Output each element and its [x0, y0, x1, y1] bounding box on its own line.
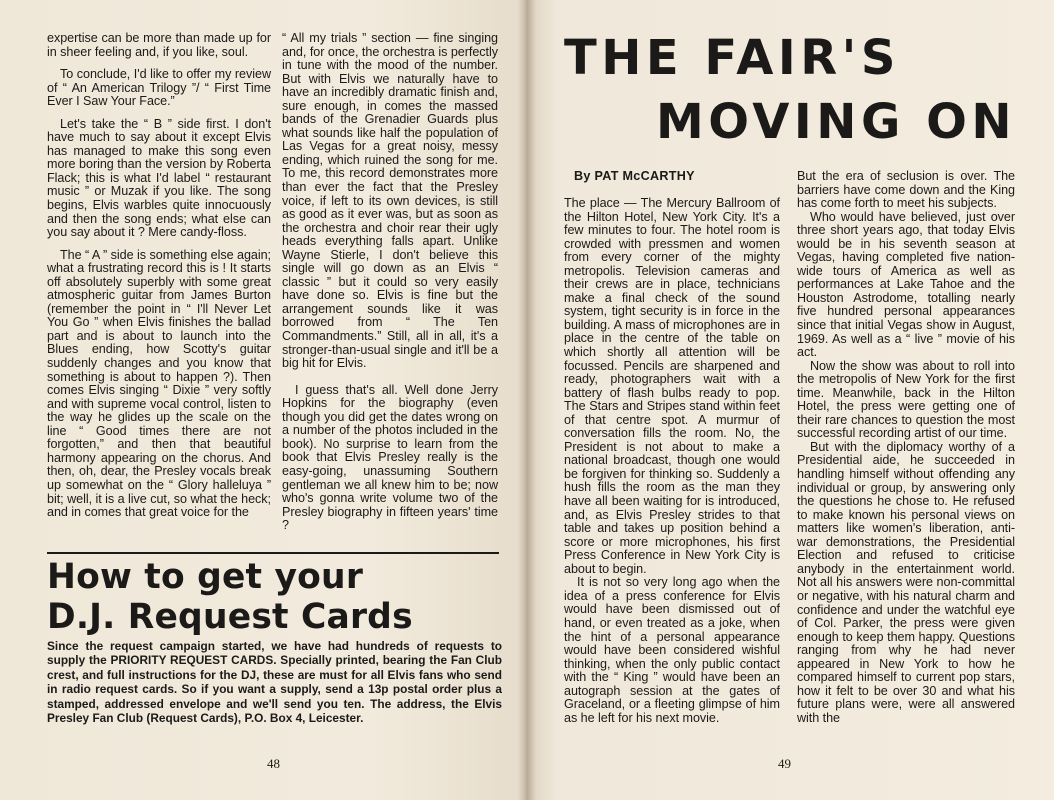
headline-line-1: THE FAIR'S: [564, 30, 900, 86]
paragraph: Now the show was about to roll into the metropolis of New York for the first time. Meanwhile, back in the Hilton Hotel, the press were getting one of their rare chances to question the most successful recording artist of our time.: [797, 358, 1015, 441]
page-48: [0, 0, 526, 800]
ad-body: Since the request campaign started, we have had hundreds of requests to supply the PRIORITY REQUEST CARDS. Specially printed, bearing the Fan Club crest, and full instructions for the DJ, these are must for all Elvis fans who send in radio request cards. So if you want a supply, send a 13p postal order plus a stamped, addressed envelope and we'll send you ten. The address, the Elvis Presley Fan Club (Request Cards), P.O. Box 4, Leicester.: [47, 639, 502, 726]
ad-title-line-1: How to get your: [47, 557, 364, 597]
page-number: 49: [778, 756, 791, 771]
byline: By PAT McCARTHY: [574, 169, 695, 183]
paragraph: But with the diplomacy worthy of a Presidential aide, he succeeded in handling himself without offending any individual or group, by answering only the questions he chose to. He refused to make known his personal views on matters like women's liberation, anti-war demonstrations, the Presidential Election and refused to criticise anybody in the entertainment world. Not all his answers were non-committal or negative, with his natural charm and confidence and under the watchful eye of Col. Parker, the press were given enough to keep them happy. Questions ranging from why he had never appeared in New York to how he compared himself to current pop stars, how it felt to be over 30 and what his future plans were, were all answered with the: [797, 439, 1015, 725]
book-gutter: [518, 0, 536, 800]
paragraph: expertise can be more than made up for in sheer feeling and, if you like, soul.: [47, 31, 271, 59]
paragraph: But the era of seclusion is over. The barriers have come down and the King has come forth to meet his subjects.: [797, 169, 1015, 211]
ad-title: [47, 557, 507, 637]
paragraph: It is not so very long ago when the idea of a press conference for Elvis would have been dismissed out of hand, or even treated as a joke, when the hint of a personal appearance would have been considered wishful thinking, when the only public contact with the “ King ” would have been an autograph session at the gates of Graceland, or a fleeting glimpse of him as he left for his next movie.: [564, 575, 780, 725]
paragraph: The “ A ” side is something else again; what a frustrating record this is ! It starts off absolutely superbly with some great atmospheric guitar from James Burton (remember the point in “ I'll Never Let You Go ” when Elvis finishes the ballad part and is about to launch into the Blues ending, how Scotty's guitar suddenly changes and you know that something is about to happen ?). Then comes Elvis singing “ Dixie ” very softly and with supreme vocal control, listen to the way he glides up the scale on the line “ Good times there are not forgotten,” and then that beautiful harmony appearing on the chorus. And then, oh, dear, the Presley vocals break up somewhat on the “ Glory halleluya ” bit; well, it is a live cut, so what the heck; and in comes that great voice for the: [47, 247, 271, 520]
article-column-2: [797, 170, 1015, 725]
page-49: [526, 0, 1054, 800]
ad-title-line-2: D.J. Request Cards: [47, 597, 413, 637]
review-column-2: [282, 32, 498, 533]
paragraph: I guess that's all. Well done Jerry Hopkins for the biography (even though you did get the dates wrong on a number of the photos included in the book). No surprise to learn from the book that Elvis Presley really is the easy-going, unassuming Southern gentleman we all knew him to be; now who's gonna write volume two of the Presley biography in fifteen years' time ?: [282, 382, 498, 533]
paragraph: Let's take the “ B ” side first. I don't have much to say about it except Elvis has managed to make this song even more boring than the version by Roberta Flack; this is what I'd label “ restaurant music ” or Muzak if you like. The song begins, Elvis warbles quite innocuously and then the song ends; what else can you say about it ? Mere candy-floss.: [47, 116, 271, 240]
page-number: 48: [267, 756, 280, 771]
section-divider: [47, 552, 499, 554]
headline-line-2: MOVING ON: [656, 94, 1017, 150]
paragraph: The place — The Mercury Ballroom of the Hilton Hotel, New York City. It's a few minutes to four. The hotel room is crowded with pressmen and women from every corner of the mighty metropolis. Television cameras and their crews are in place, technicians make a final check of the sound system, tight security is in force in the building. A mass of microphones are in place in the centre of the table on which shortly all attention will be focussed. Pencils are sharpened and ready, photographers wait with a battery of flash bulbs ready to pop. The Stars and Stripes stand within feet of that centre spot. A murmur of conversation fills the room. No, the President is not about to make a national broadcast, though one would be forgiven for thinking so. Suddenly a hush fills the room as the man they have all been waiting for is introduced, and, as Elvis Presley strides to that table and takes up position behind a score or more microphones, his first Press Conference in New York City is about to begin.: [564, 196, 780, 576]
review-column-1: [47, 32, 271, 520]
paragraph: “ All my trials ” section — fine singing and, for once, the orchestra is perfectly in tune with the mood of the number. But with Elvis we naturally have to have an incredibly dramatic finish and, sure enough, in comes the massed bands of the Grenadier Guards plus what sounds like half the population of Las Vegas for a great noisy, messy ending, which ruined the song for me. To me, this record demonstrates more than ever the fact that the Presley voice, if left to its own devices, is still as good as it ever was, but as soon as the orchestra and choir rear their ugly heads everything falls apart. Unlike Wayne Stierle, I don't believe this single will go down as an Elvis “ classic ” but it could so very easily have done so. Elvis is fine but the arrangement sounds like it was borrowed from “ The Ten Commandments.” Still, all in all, it's a stronger-than-usual single and it'll be a big hit for Elvis.: [282, 31, 498, 371]
article-headline: [556, 26, 1046, 154]
paragraph: Who would have believed, just over three short years ago, that today Elvis would be in his seventh season at Vegas, having completed five nation-wide tours of America as well as performances at Lake Tahoe and the Houston Astrodome, totalling nearly five hundred personal appearances since that initial Vegas show in August, 1969. As well as a “ live ” movie of his act.: [797, 209, 1015, 360]
paragraph: To conclude, I'd like to offer my review of “ An American Trilogy ”/ “ First Time Ever I Saw Your Face.”: [47, 67, 271, 109]
article-column-1: [564, 197, 780, 725]
